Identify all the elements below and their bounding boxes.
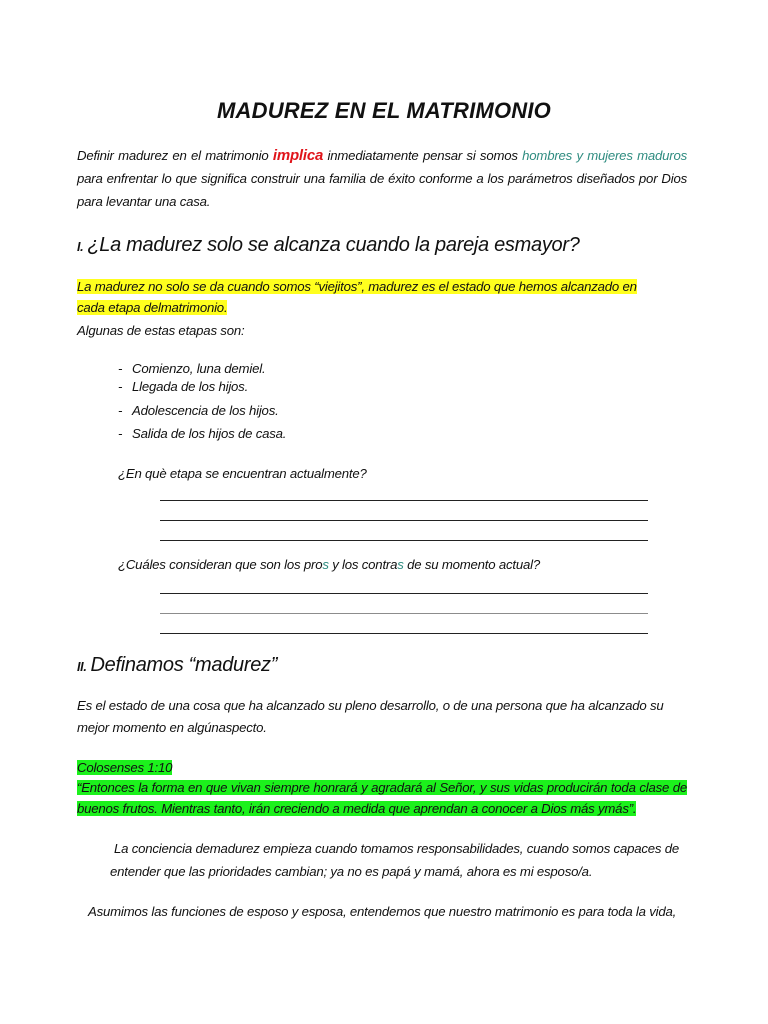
list-item: - Comienzo, luna demiel.	[118, 361, 266, 376]
section-2-heading	[77, 654, 277, 677]
list-item: - Llegada de los hijos.	[118, 379, 249, 394]
verse-text: “Entonces la forma en que vivan siempre honrará y agradará al Señor, y sus vidas producirán toda clase de buenos frutos. Mientras tanto, irán creciendo a medida que aprendan a conocer a Dios más ymás”.	[77, 780, 687, 816]
definition-paragraph: Es el estado de una cosa que ha alcanzado su pleno desarrollo, o de una persona que ha alcanzado su mejor momento en algúnaspecto.	[77, 698, 664, 735]
answer-line-6[interactable]	[160, 633, 648, 634]
verse-reference: Colosenses 1:10	[77, 760, 173, 775]
intro-text-3: para enfrentar lo que significa construir una familia de éxito conforme a los parámetros diseñados por Dios para levantar una casa.	[77, 171, 687, 209]
section-2-number: II.	[77, 660, 87, 674]
question-1: ¿En què etapa se encuentran actualmente?	[118, 466, 367, 481]
section-1-highlighted-paragraph	[77, 276, 667, 318]
section-1-number: I.	[77, 240, 84, 254]
stages-list	[118, 360, 518, 446]
functions-paragraph: Asumimos las funciones de esposo y esposa, entendemos que nuestro matrimonio es para toda la vida,	[88, 904, 677, 919]
awareness-paragraph: La conciencia demadurez empieza cuando tomamos responsabilidades, cuando somos capaces de entender que las prioridades cambian; ya no es papá y mamá, ahora es mi esposo/a.	[110, 841, 680, 879]
answer-line-2[interactable]	[160, 520, 648, 521]
answer-line-5[interactable]	[160, 613, 648, 614]
intro-teal-highlight: hombres y mujeres maduros	[522, 148, 687, 163]
section-2-title: Definamos “madurez”	[90, 654, 278, 676]
yellow-highlight-text: La madurez no solo se da cuando somos “viejitos”, madurez es el estado que hemos alcanzado en cada etapa delmatrimonio.	[77, 279, 637, 315]
intro-paragraph	[77, 144, 687, 213]
document-title: MADUREZ EN EL MATRIMONIO	[217, 98, 551, 123]
implica-emphasis: implica	[272, 147, 324, 164]
stages-intro: Algunas de estas etapas son:	[77, 323, 245, 338]
answer-line-4[interactable]	[160, 593, 648, 594]
section-1-heading	[77, 234, 580, 257]
list-item: - Salida de los hijos de casa.	[118, 426, 287, 441]
answer-line-3[interactable]	[160, 540, 648, 541]
intro-text-1: Definir madurez en el matrimonio	[77, 148, 273, 163]
intro-text-2: inmediatamente pensar si somos	[323, 148, 523, 163]
list-item: - Adolescencia de los hijos.	[118, 403, 279, 418]
question-2: ¿Cuáles consideran que son los pros y los contras de su momento actual?	[118, 557, 540, 572]
answer-line-1[interactable]	[160, 500, 648, 501]
section-1-title: ¿La madurez solo se alcanza cuando la pareja esmayor?	[87, 234, 580, 256]
